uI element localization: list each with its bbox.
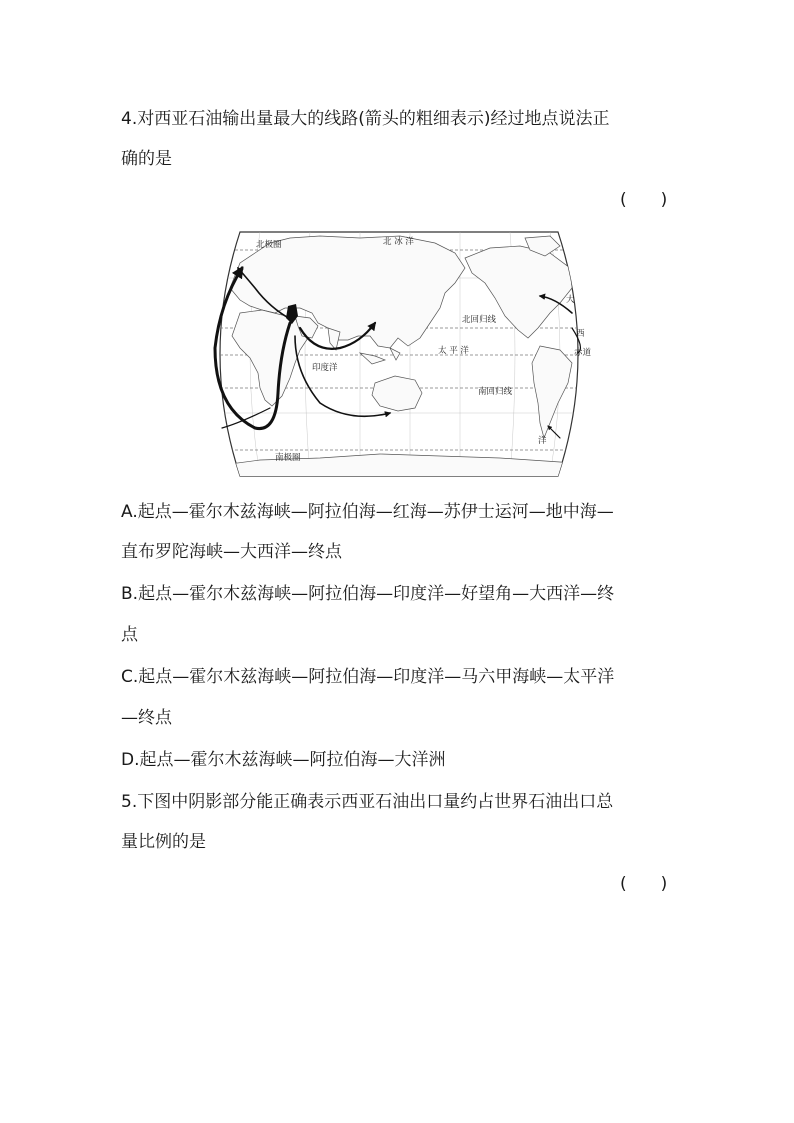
q4-answer-paren: ( ) bbox=[620, 190, 668, 210]
australia-landmass bbox=[372, 376, 422, 411]
q4-stem-line2: 确的是 bbox=[121, 149, 172, 169]
label-atlantic-3: 洋 bbox=[538, 436, 547, 446]
q5-answer-paren: ( ) bbox=[620, 874, 668, 894]
option-d-line1: D.起点—霍尔木兹海峡—阿拉伯海—大洋洲 bbox=[121, 750, 446, 770]
label-tropic-of-capricorn: 南回归线 bbox=[478, 387, 513, 397]
label-antarctic-circle: 南极圈 bbox=[275, 453, 301, 463]
option-b-line2: 点 bbox=[121, 625, 138, 645]
option-b-line1: B.起点—霍尔木兹海峡—阿拉伯海—印度洋—好望角—大西洋—终 bbox=[121, 584, 615, 604]
option-a-line1: A.起点—霍尔木兹海峡—阿拉伯海—红海—苏伊士运河—地中海— bbox=[121, 502, 614, 522]
label-atlantic-2: 西 bbox=[576, 329, 585, 339]
label-arctic-ocean: 北 冰 洋 bbox=[383, 237, 414, 247]
q4-stem-line1: 4.对西亚石油输出量最大的线路(箭头的粗细表示)经过地点说法正 bbox=[121, 109, 610, 129]
label-atlantic-1: 大 bbox=[566, 295, 575, 305]
option-c-line2: —终点 bbox=[121, 708, 172, 728]
option-c-line1: C.起点—霍尔木兹海峡—阿拉伯海—印度洋—马六甲海峡—太平洋 bbox=[121, 667, 615, 687]
label-equator: 赤道 bbox=[574, 348, 592, 358]
q5-stem-line1: 5.下图中阴影部分能正确表示西亚石油出口量约占世界石油出口总 bbox=[121, 792, 614, 812]
q5-stem-line2: 量比例的是 bbox=[121, 832, 206, 852]
label-indian-ocean: 印度洋 bbox=[312, 363, 338, 373]
label-arctic-circle: 北极圈 bbox=[256, 240, 282, 250]
world-oil-route-map bbox=[200, 228, 598, 480]
option-a-line2: 直布罗陀海峡—大西洋—终点 bbox=[121, 542, 342, 562]
label-pacific-ocean: 太 平 洋 bbox=[438, 346, 469, 356]
label-tropic-of-cancer: 北回归线 bbox=[462, 315, 497, 325]
